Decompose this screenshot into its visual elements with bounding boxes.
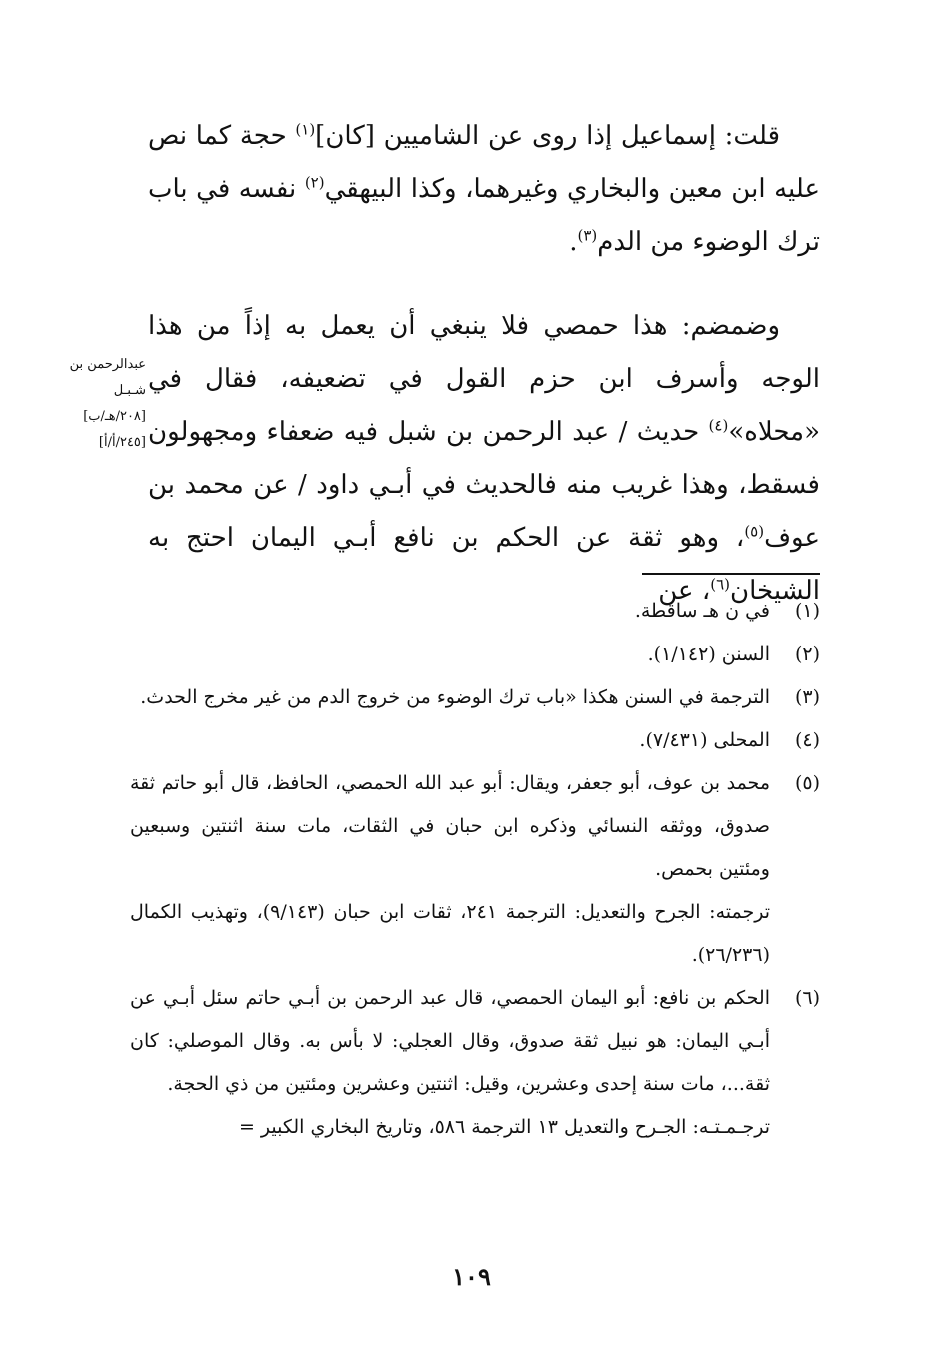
margin-note-name-2: شـبـل xyxy=(113,383,146,398)
footnote-5-sources: ترجمته: الجرح والتعديل: الترجمة ٢٤١، ثقات ابن حبان (٩/١٤٣)، وتهذيب الكمال (٢٦/٢٣٦). xyxy=(130,901,770,966)
margin-notes xyxy=(30,352,146,456)
footnote-ref-6: (٦) xyxy=(710,575,731,594)
main-paragraph-2 xyxy=(148,300,820,618)
main-paragraph-1 xyxy=(148,110,820,269)
footnote-6-sources: ترجـمـتـه: الجـرح والتعديل ١٣ الترجمة ٥٨٦، وتاريخ البخاري الكبير = xyxy=(238,1116,770,1138)
footnote-text: الترجمة في السنن هكذا «باب ترك الوضوء من خروج الدم من غير مخرج الحدث. xyxy=(140,686,770,708)
paragraph-1-text-d: . xyxy=(569,227,578,257)
footnote-number: (٢) xyxy=(794,643,820,665)
footnote-2 xyxy=(130,633,820,676)
footnotes-section xyxy=(130,590,820,1149)
paragraph-1-text-a: قلت: إسماعيل إذا روى عن الشاميين [كان] xyxy=(315,121,780,151)
footnote-4 xyxy=(130,719,820,762)
footnote-ref-4: (٤) xyxy=(708,416,729,435)
paragraph-2-text-c: ، وهو ثقة عن الحكم بن نافع أبـي اليمان احتج به الشيخان xyxy=(148,523,820,606)
paragraph-2-text-d: ، عن xyxy=(658,576,711,606)
paragraph-1-text-b: حجة كما نص عليه ابن معين والبخاري وغيرهما، وكذا البيهقي xyxy=(148,121,820,204)
footnote-separator xyxy=(642,573,820,575)
margin-note-ref-1: [٢٠٨/هـ/ب] xyxy=(83,409,146,424)
footnote-3 xyxy=(130,676,820,719)
footnote-text: الحكم بن نافع: أبو اليمان الحمصي، قال عبد الرحمن بن أبـي حاتم سئل أبـي عن أبـي اليمان: هو نبيل ثقة صدوق، وقال العجلي: لا بأس به. وقال الموصلي: كان ثقة...، مات سنة إحدى وعشرين، وقيل: اثنتين وعشرين ومئتين من ذي الحجة. xyxy=(130,987,770,1095)
paragraph-2-text-b: حديث / عبد الرحمن بن شبل فيه ضعفاء ومجهولون فسقط، وهذا غريب منه فالحديث في أبـي داود / عن محمد بن عوف xyxy=(148,417,820,553)
footnote-text: في ن هـ ساقطة. xyxy=(634,600,770,622)
margin-note-name-1: عبدالرحمن بن xyxy=(69,357,146,372)
footnote-number: (٤) xyxy=(794,729,820,751)
footnote-ref-2: (٢) xyxy=(304,173,325,192)
footnote-ref-5: (٥) xyxy=(744,522,765,541)
footnote-ref-3: (٣) xyxy=(577,226,598,245)
footnote-number: (٦) xyxy=(794,987,820,1009)
footnote-1 xyxy=(130,590,820,633)
footnote-5 xyxy=(130,762,820,891)
footnote-number: (٣) xyxy=(794,686,820,708)
footnote-text: محمد بن عوف، أبو جعفر، ويقال: أبو عبد الله الحمصي، الحافظ، قال أبو حاتم ثقة صدوق، ووثقه النسائي وذكره ابن حبان في الثقات، مات سنة اثنتين وسبعين ومئتين بحمص. xyxy=(130,772,770,880)
margin-note-ref-2: [٢٤٥/أ/أ] xyxy=(98,435,146,450)
footnote-6 xyxy=(130,977,820,1106)
page-number: ١٠٩ xyxy=(452,1262,491,1291)
footnote-text: السنن (١/١٤٢). xyxy=(647,643,770,665)
footnote-ref-1: (١) xyxy=(295,120,316,139)
paragraph-2-text-a: وضمضم: هذا حمصي فلا ينبغي أن يعمل به إذاً من هذا الوجه وأسرف ابن حزم القول في تضعيفه، فقال في «محلاه» xyxy=(148,311,820,447)
footnote-number: (١) xyxy=(794,600,820,622)
footnote-text: المحلى (٧/٤٣١). xyxy=(639,729,770,751)
paragraph-1-text-c: نفسه في باب ترك الوضوء من الدم xyxy=(148,174,820,257)
footnote-number: (٥) xyxy=(794,772,820,794)
